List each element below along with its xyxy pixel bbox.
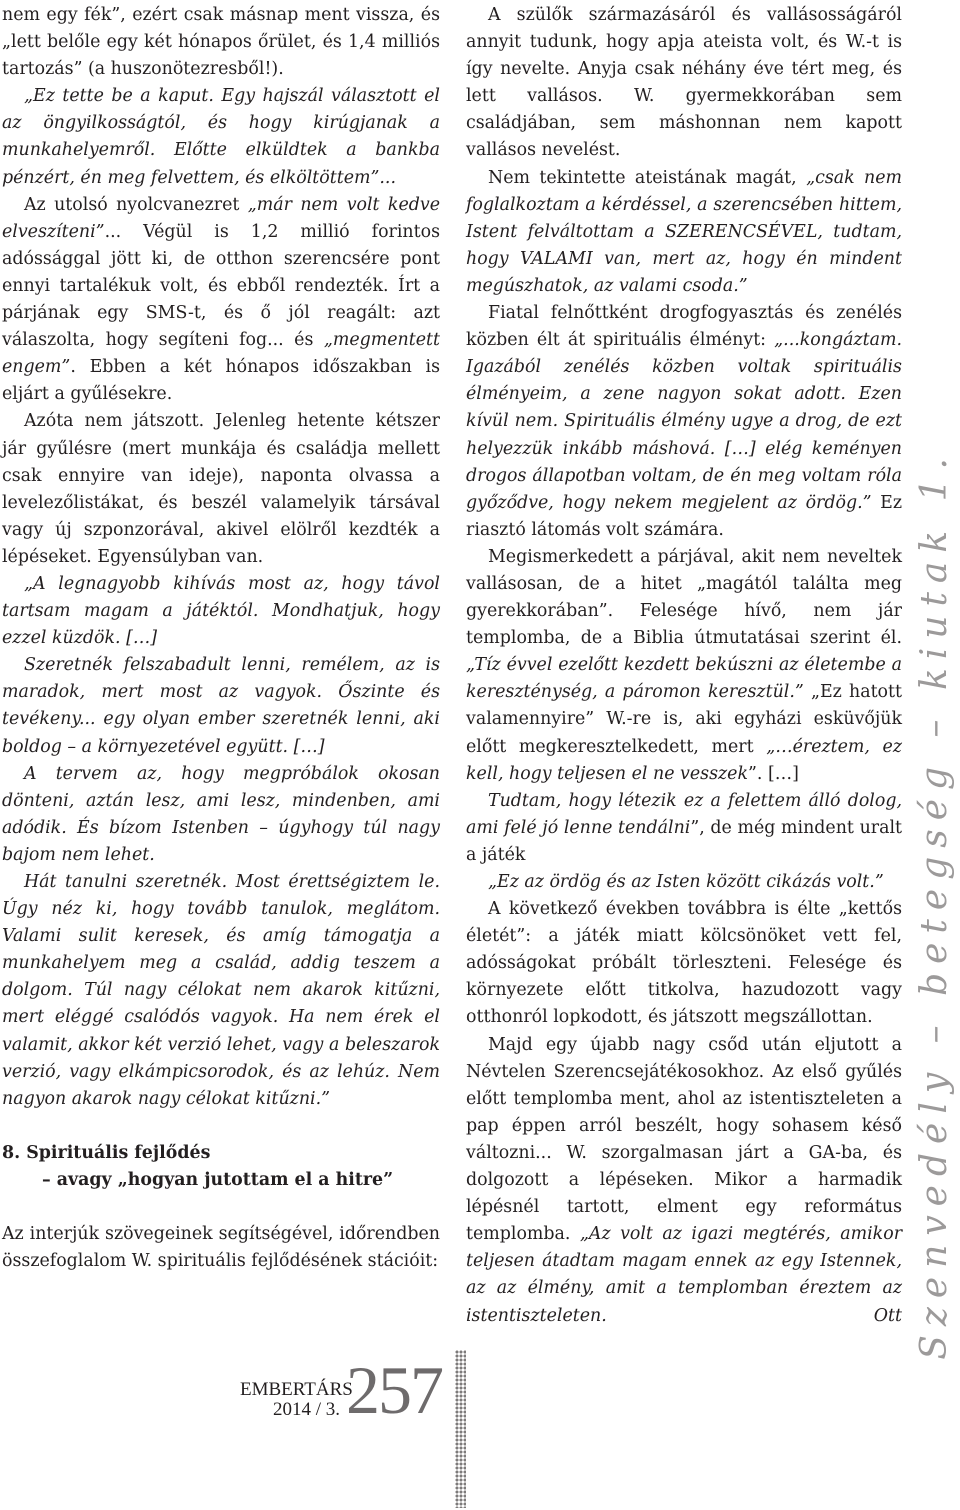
text-run: . Ebben a két hónapos időszakban is eljárt a gyűlésekre. [2,357,440,405]
spacer [2,1194,440,1221]
text-run: Nem tekintette ateistának magát, [488,167,807,188]
text-run: Megismerkedett a párjával, akit nem neveltek vallásosan, de a hitet „magától találta meg gyerekkorában”. Felesége hívő, nem jár templomba, de a Biblia útmutatásai szerint él. [466,546,902,649]
paragraph: A következő években továbbra is élte „kettős életét”: a játék miatt kölcsönöket vett fel, adósságokat próbált törleszteni. Felesége és környezete előtt titkolva, hazudozott vagy otthonról lopkodott, és játszott megszállottan. [466,899,902,1028]
text-run: ”, de még mindent uralt a játék [466,817,902,865]
section-heading [2,1140,440,1194]
paragraph: nem egy fék”, ezért csak másnap ment vissza, és „lett belőle egy két hónapos őrület, és 1,4 milliós tartozás” (a huszonötezresből!). [2,5,440,80]
left-column [2,2,440,1275]
quote-run: „megmentett engem” [2,330,440,378]
paragraph: Az interjúk szövegeinek segítségével, időrendben összefoglalom W. spirituális fejlődésének stációit: [2,1224,440,1272]
dotted-rule [455,1350,466,1508]
section-heading-title: 8. Spirituális fejlődés [2,1142,211,1163]
spacer [2,1113,440,1140]
paragraph: A szülők származásáról és vallásosságáról annyit tudunk, hogy apja ateista volt, és W.-t is így nevelte. Anyja csak néhány éve tért meg, és lett vallásos. W. gyermekkorában sem családjában, sem máshonnan nem kapott vallásos nevelést. [466,5,902,161]
text-run: Ez riasztó látomás volt számára. [466,492,902,540]
paragraph [466,300,902,544]
footer-journal [240,1379,353,1420]
quote-run: „Az volt az igazi megtérés, amikor teljesen átadtam magam ennek az egy Istennek, az az élmény, amit a templomban éreztem az istentiszteleten. Ott [466,1224,903,1326]
text-run: ... Végül is 1,2 millió forintos adóssággal jött ki, de otthon szerencsére pont ennyi tartalékuk volt, és ebből rendezték. Írt a párjának egy SMS-t, és ő jól reagált: azt válaszolta, hogy segíteni fog... és [2,221,440,351]
text-run: ”. […] [748,763,799,784]
quote-paragraph: Hát tanulni szeretnék. Most érettségiztem le. Úgy néz ki, hogy tovább tanulok, meglátom. Valami sulit keresek, és amíg támogatja a munkahelyem meg a család, addig teszem a dolgom. Túl nagy célokat nem akarok kitűzni, mert eléggé csalódós vagyok. Ha nem érek el valamit, akkor két verzió lehet, vagy a beleszarok verzió, vagy elkámpicsorodok, és az lehúz. Nem nagyon akarok nagy célokat kitűzni.” [2,872,440,1109]
text-run: Az utolsó nyolcvanezret [24,194,248,215]
page-number: 257 [346,1352,442,1428]
quote-paragraph: A tervem az, hogy megpróbálok okosan dönteni, aztán lesz, ami lesz, mindenben, ami adódik. És bízom Istenben – úgyhogy túl nagy bajom nem lehet. [2,763,440,865]
quote-paragraph: Szeretnék felszabadult lenni, remélem, az is maradok, mert most az vagyok. Őszinte és tevékeny... egy olyan ember szeretnék lenni, aki boldog – a környezetével együtt. […] [2,655,440,757]
right-column [466,2,902,1330]
paragraph [466,165,902,300]
text-run: Majd egy újabb nagy csőd után eljutott a Névtelen Szerencsejátékosokhoz. Az első gyűlés előtt templomba ment, ahol az istentiszteleten a pap éppen arról beszélt, hogy sohasem késő változni... W. szorgalmasan járt a GA-ba, és dolgozott a lépéseken. Mikor a harmadik lépésnél tartott, elment egy református templomba. [466,1034,902,1245]
paragraph [466,788,902,869]
quote-run: Tudtam, hogy létezik ez a felettem álló dolog, ami felé jó lenne tendálni [466,790,902,838]
quote-run: „...kongáztam. Igazából zenélés közben voltak spirituális élményeim, a zene nagyon sokat adott. Ezen kívül nem. Spirituális élmény ugye a drog, de ezt helyezzük inkább máshová. […] elég keményen drogos állapotban voltam, de én meg voltam róla győződve, hogy nekem megjelent az ördög.” [466,330,902,513]
journal-issue: 2014 / 3. [272,1399,340,1420]
section-heading-subtitle: – avagy „hogyan jutottam el a hitre” [42,1169,394,1190]
paragraph [466,1032,902,1330]
text-run: Fiatal felnőttként drogfogyasztás és zenélés közben élt át spirituális élményt: [466,303,902,351]
quote-run: „Tíz évvel ezelőtt kezdett bekúszni az életembe a kereszténység, a páromon keresztül.” [466,655,902,703]
running-head [910,0,960,1360]
quote-run: „már nem volt kedve elveszíteni” [2,194,440,242]
quote-paragraph: „Ez az ördög és az Isten között cikázás volt.” [488,872,884,892]
running-head-text: Szenvedély – betegség – kiutak 1. [914,449,955,1360]
quote-run: „…éreztem, ez kell, hogy teljesen el ne vesszek [466,736,902,784]
paragraph [466,544,902,788]
text-run: „Ez hatott valamennyire” W.-re is, aki egyházi esküvőjük előtt megkeresztelkedett, mert [466,682,902,757]
journal-name: EMBERTÁRS [240,1379,353,1400]
quote-paragraph: „Ez tette be a kaput. Egy hajszál választott el az öngyilkosságtól, és hogy kirúgjanak a munkahelyemről. Előtte elküldtek a bankba pénzért, én meg felvettem, és elköltöttem”... [2,86,440,188]
quote-paragraph: „A legnagyobb kihívás most az, hogy távol tartsam magam a játéktól. Mondhatjuk, hogy ezzel küzdök. […] [2,573,440,649]
paragraph: Azóta nem játszott. Jelenleg hetente kétszer jár gyűlésre (mert munkája és családja mellett csak ennyire van ideje), naponta olvassa a levelezőlistákat, és beszél valamelyik társával vagy új szponzorával, akivel elölről kezdték a lépéseket. Egyensúlyban van. [2,411,440,567]
paragraph [2,192,440,409]
quote-run: „csak nem foglalkoztam a kérdéssel, a szerencsében hittem, Istent felváltottam a SZERENCSÉVEL, tudtam, hogy VALAMI van, mert az, hogy én mindent megúszhatok, az valami csoda.” [466,167,903,296]
